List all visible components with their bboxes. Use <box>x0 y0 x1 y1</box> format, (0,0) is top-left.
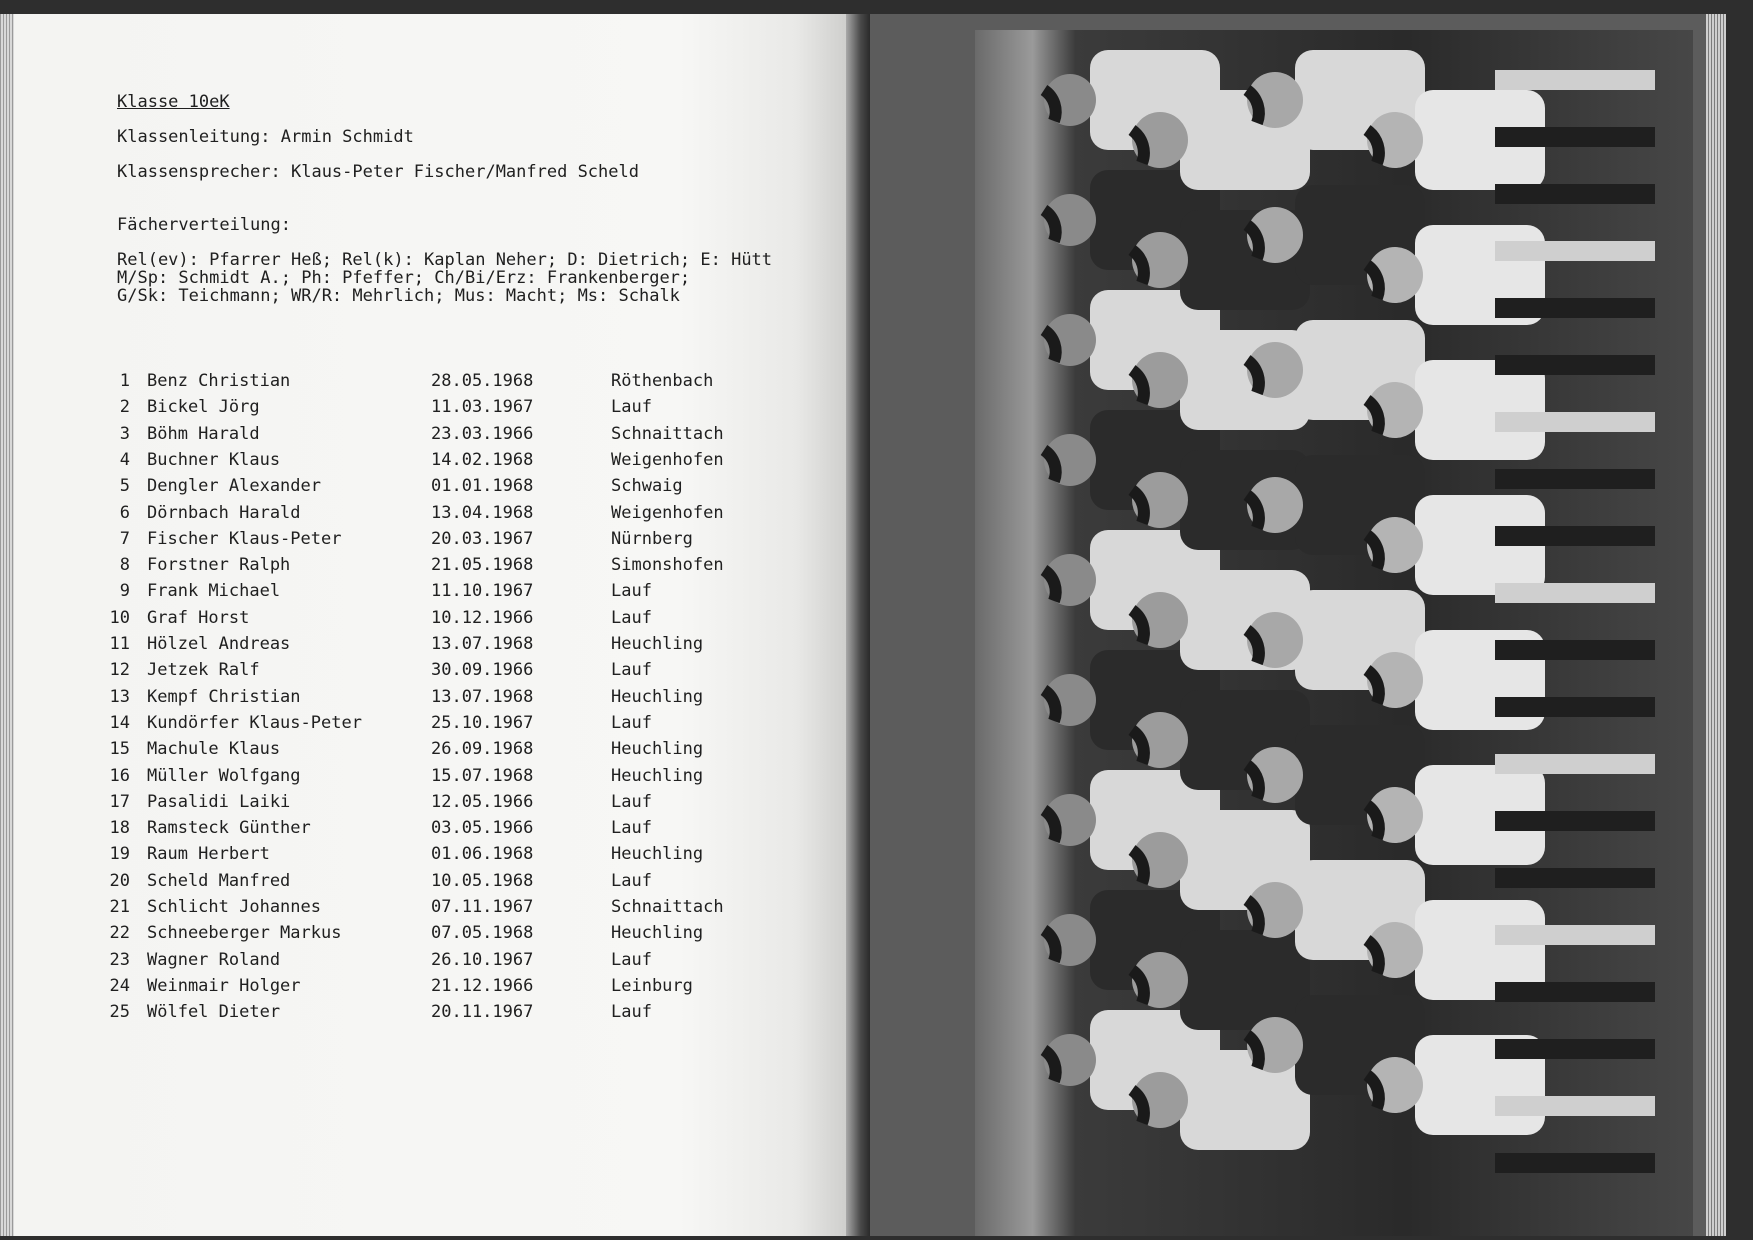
student-number: 20 <box>109 870 130 891</box>
student-name: Benz Christian <box>147 371 291 391</box>
student-town: Lauf <box>611 949 652 970</box>
student-birthdate: 25.10.1967 <box>431 712 534 733</box>
student-town: Heuchling <box>611 923 704 944</box>
student-birthdate: 11.10.1967 <box>431 581 534 602</box>
student-name: Kundörfer Klaus-Peter <box>147 712 362 733</box>
student-town: Weigenhofen <box>611 449 724 470</box>
student-name: Wölfel Dieter <box>147 1002 281 1023</box>
student-name: Fischer Klaus-Peter <box>147 528 342 549</box>
student-town: Leinburg <box>611 975 693 996</box>
person-leg <box>1495 982 1655 1002</box>
student-town: Schnaittach <box>611 897 724 917</box>
page-edge-left <box>0 14 14 1236</box>
student-number: 19 <box>109 844 130 865</box>
student-town: Heuchling <box>611 844 704 865</box>
student-birthdate: 13.07.1968 <box>431 634 534 654</box>
class-reps: Klassensprecher: Klaus-Peter Fischer/Manfred Scheld <box>117 162 639 182</box>
subjects-line: M/Sp: Schmidt A.; Ph: Pfeffer; Ch/Bi/Erz: Frankenberger; <box>117 268 691 288</box>
student-number: 21 <box>109 897 130 917</box>
student-name: Ramsteck Günther <box>147 818 311 839</box>
student-number: 17 <box>109 791 130 812</box>
student-town: Weigenhofen <box>611 502 724 523</box>
person-leg <box>1495 640 1655 660</box>
student-number: 1 <box>119 371 130 391</box>
class-lead: Klassenleitung: Armin Schmidt <box>117 127 414 147</box>
student-number: 24 <box>109 975 130 996</box>
student-birthdate: 26.10.1967 <box>431 949 534 970</box>
person-leg <box>1495 583 1655 603</box>
student-town: Lauf <box>611 581 652 602</box>
student-birthdate: 11.03.1967 <box>431 397 534 418</box>
student-number: 4 <box>119 449 130 470</box>
student-birthdate: 07.11.1967 <box>431 897 534 917</box>
student-number: 15 <box>109 739 130 760</box>
student-birthdate: 10.12.1966 <box>431 607 534 628</box>
student-birthdate: 21.12.1966 <box>431 975 534 996</box>
class-heading: Klasse 10eK <box>117 92 230 112</box>
person-leg <box>1495 70 1655 90</box>
student-name: Wagner Roland <box>147 949 281 970</box>
student-birthdate: 03.05.1966 <box>431 818 534 839</box>
group-photo-figures <box>975 30 1693 1236</box>
person-leg <box>1495 697 1655 717</box>
student-name: Weinmair Holger <box>147 975 301 996</box>
student-town: Röthenbach <box>611 371 714 391</box>
student-town: Heuchling <box>611 686 704 707</box>
student-name: Dörnbach Harald <box>147 502 301 523</box>
student-town: Schnaittach <box>611 423 724 444</box>
student-number: 16 <box>109 765 130 786</box>
student-number: 25 <box>109 1002 130 1023</box>
student-number: 23 <box>109 949 130 970</box>
student-number: 14 <box>109 712 130 733</box>
student-town: Lauf <box>611 712 652 733</box>
student-number: 3 <box>119 423 130 444</box>
student-number: 9 <box>119 581 130 602</box>
student-birthdate: 26.09.1968 <box>431 739 534 760</box>
person-leg <box>1495 469 1655 489</box>
student-name: Bickel Jörg <box>147 397 260 418</box>
student-number: 7 <box>119 528 130 549</box>
student-town: Heuchling <box>611 634 704 654</box>
student-birthdate: 12.05.1966 <box>431 791 534 812</box>
student-name: Scheld Manfred <box>147 870 291 891</box>
student-birthdate: 30.09.1966 <box>431 660 534 681</box>
subjects-line: G/Sk: Teichmann; WR/R: Mehrlich; Mus: Macht; Ms: Schalk <box>117 286 680 306</box>
student-number: 6 <box>119 502 130 523</box>
student-birthdate: 14.02.1968 <box>431 449 534 470</box>
student-town: Lauf <box>611 818 652 839</box>
student-town: Lauf <box>611 397 652 418</box>
page-edge-right <box>1706 14 1726 1236</box>
student-number: 10 <box>109 607 130 628</box>
person-leg <box>1495 1039 1655 1059</box>
person-leg <box>1495 355 1655 375</box>
student-town: Nürnberg <box>611 528 693 549</box>
student-birthdate: 28.05.1968 <box>431 371 534 391</box>
student-birthdate: 01.06.1968 <box>431 844 534 865</box>
person-leg <box>1495 127 1655 147</box>
student-name: Schneeberger Markus <box>147 923 342 944</box>
student-town: Lauf <box>611 870 652 891</box>
student-name: Kempf Christian <box>147 686 301 707</box>
left-page <box>14 14 846 1236</box>
student-town: Heuchling <box>611 765 704 786</box>
student-number: 8 <box>119 555 130 576</box>
student-number: 11 <box>109 634 130 654</box>
person-leg <box>1495 526 1655 546</box>
person-leg <box>1495 868 1655 888</box>
student-name: Dengler Alexander <box>147 476 321 497</box>
student-town: Lauf <box>611 1002 652 1023</box>
subjects-line: Rel(ev): Pfarrer Heß; Rel(k): Kaplan Neher; D: Dietrich; E: Hütt <box>117 250 773 270</box>
person-leg <box>1495 1096 1655 1116</box>
student-birthdate: 21.05.1968 <box>431 555 534 576</box>
student-name: Forstner Ralph <box>147 555 291 576</box>
student-birthdate: 01.01.1968 <box>431 476 534 497</box>
student-birthdate: 13.04.1968 <box>431 502 534 523</box>
person-leg <box>1495 298 1655 318</box>
student-name: Raum Herbert <box>147 844 270 865</box>
student-name: Böhm Harald <box>147 423 260 444</box>
person-leg <box>1495 754 1655 774</box>
book-gutter <box>846 14 870 1236</box>
student-name: Machule Klaus <box>147 739 281 760</box>
person-leg <box>1495 184 1655 204</box>
class-group-photo <box>975 30 1693 1236</box>
student-birthdate: 13.07.1968 <box>431 686 534 707</box>
student-name: Buchner Klaus <box>147 449 281 470</box>
student-town: Lauf <box>611 660 652 681</box>
student-birthdate: 23.03.1966 <box>431 423 534 444</box>
student-name: Müller Wolfgang <box>147 765 301 786</box>
student-birthdate: 07.05.1968 <box>431 923 534 944</box>
student-birthdate: 20.11.1967 <box>431 1002 534 1023</box>
person-leg <box>1495 811 1655 831</box>
student-town: Schwaig <box>611 476 683 497</box>
student-town: Lauf <box>611 791 652 812</box>
person-leg <box>1495 412 1655 432</box>
student-birthdate: 20.03.1967 <box>431 528 534 549</box>
student-number: 5 <box>119 476 130 497</box>
subjects-heading: Fächerverteilung: <box>117 215 291 235</box>
student-name: Frank Michael <box>147 581 281 602</box>
student-name: Hölzel Andreas <box>147 634 291 654</box>
student-name: Graf Horst <box>147 607 250 628</box>
student-number: 12 <box>109 660 130 681</box>
person-body <box>1180 930 1310 1030</box>
student-town: Heuchling <box>611 739 704 760</box>
student-name: Pasalidi Laiki <box>147 791 291 812</box>
person-leg <box>1495 1153 1655 1173</box>
student-name: Jetzek Ralf <box>147 660 260 681</box>
student-number: 13 <box>109 686 130 707</box>
person-leg <box>1495 925 1655 945</box>
student-birthdate: 10.05.1968 <box>431 870 534 891</box>
student-birthdate: 15.07.1968 <box>431 765 534 786</box>
student-number: 22 <box>109 923 130 944</box>
student-name: Schlicht Johannes <box>147 897 321 917</box>
person-leg <box>1495 241 1655 261</box>
student-town: Lauf <box>611 607 652 628</box>
student-town: Simonshofen <box>611 555 724 576</box>
student-number: 2 <box>119 397 130 418</box>
student-number: 18 <box>109 818 130 839</box>
